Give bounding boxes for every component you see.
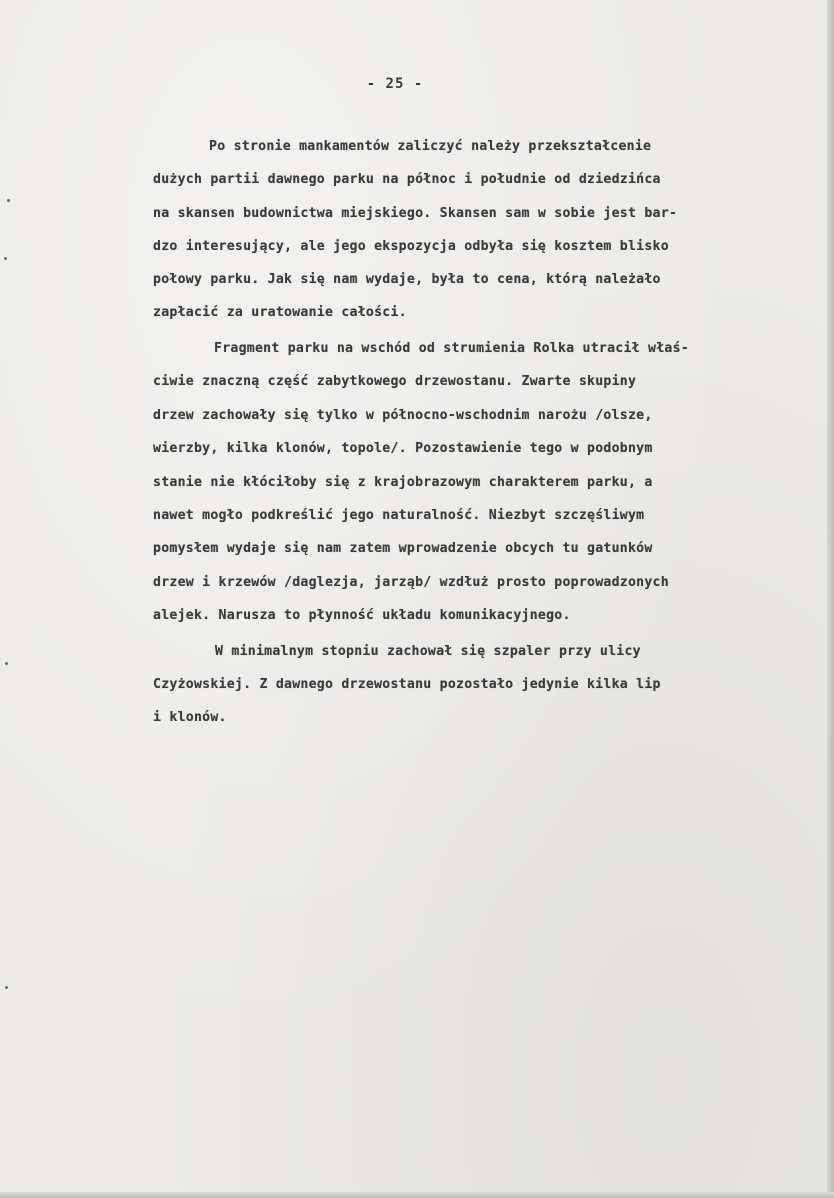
page-number: - 25 - xyxy=(366,76,424,92)
text-line: zapłacić za uratowanie całości. xyxy=(153,305,407,320)
text-line: wierzby, kilka klonów, topole/. Pozostawienie tego w podobnym xyxy=(153,441,653,456)
margin-mark xyxy=(7,199,10,202)
page-edge-bottom xyxy=(0,1192,834,1198)
margin-mark xyxy=(4,257,7,260)
text-line: nawet mogło podkreślić jego naturalność. Niezbyt szczęśliwym xyxy=(153,508,645,523)
text-line: W minimalnym stopniu zachował się szpaler przy ulicy xyxy=(215,644,641,659)
text-line: Czyżowskiej. Z dawnego drzewostanu pozostało jedynie kilka lip xyxy=(153,677,661,692)
text-line: na skansen budownictwa miejskiego. Skansen sam w sobie jest bar- xyxy=(153,206,678,221)
text-line: stanie nie kłóciłoby się z krajobrazowym charakterem parku, a xyxy=(153,475,653,490)
text-line: dużych partii dawnego parku na północ i południe od dziedzińca xyxy=(153,172,661,187)
margin-mark xyxy=(5,986,8,989)
text-line: alejek. Narusza to płynność układu komunikacyjnego. xyxy=(153,608,571,623)
text-line: Fragment parku na wschód od strumienia Rolka utracił właś- xyxy=(214,341,689,356)
margin-mark xyxy=(5,662,8,665)
text-line: pomysłem wydaje się nam zatem wprowadzenie obcych tu gatunków xyxy=(153,541,653,556)
text-line: połowy parku. Jak się nam wydaje, była to cena, którą należało xyxy=(153,272,661,287)
text-line: i klonów. xyxy=(153,710,227,725)
text-line: dzo interesujący, ale jego ekspozycja odbyła się kosztem blisko xyxy=(153,239,669,254)
text-line: Po stronie mankamentów zaliczyć należy przekształcenie xyxy=(209,139,652,154)
page-edge-right xyxy=(827,0,834,1198)
text-line: drzew i krzewów /daglezja, jarząb/ wzdłuż prosto poprowadzonych xyxy=(153,575,669,590)
text-line: ciwie znaczną część zabytkowego drzewostanu. Zwarte skupiny xyxy=(153,374,637,389)
text-line: drzew zachowały się tylko w północno-wschodnim narożu /olsze, xyxy=(153,408,653,423)
